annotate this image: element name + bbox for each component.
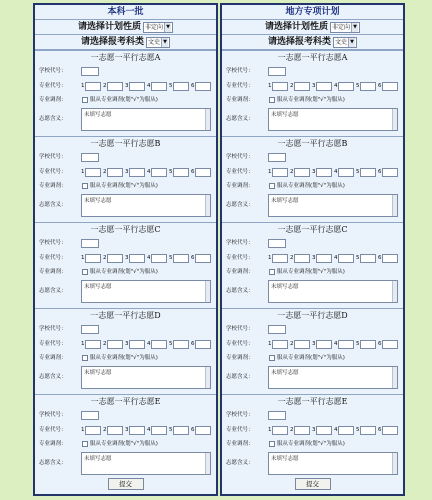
- major-number: 4: [334, 83, 338, 89]
- major-code-label: 专业代号：: [226, 83, 254, 89]
- meaning-label: 志愿含义：: [39, 460, 67, 466]
- major-number: 5: [356, 169, 360, 175]
- major-code-label: 专业代号：: [39, 341, 67, 347]
- major-number: 3: [125, 83, 129, 89]
- scrollbar[interactable]: [392, 281, 397, 302]
- subject-row: [35, 35, 216, 50]
- major-number: 4: [334, 255, 338, 261]
- major-code-input[interactable]: [272, 82, 288, 91]
- major-number: 5: [356, 427, 360, 433]
- major-code-input[interactable]: [195, 168, 211, 177]
- school-code-label: 学校代号：: [39, 326, 67, 332]
- meaning-label: 志愿含义：: [226, 288, 254, 294]
- scrollbar[interactable]: [392, 195, 397, 216]
- adjust-label: 专业调剂：: [226, 183, 254, 189]
- school-code-label: 学校代号：: [226, 240, 254, 246]
- major-code-label: 专业代号：: [226, 341, 254, 347]
- adjust-checkbox[interactable]: [269, 269, 275, 275]
- chevron-down-icon: ▼: [161, 38, 168, 47]
- major-code-input[interactable]: [173, 340, 189, 349]
- major-code-input[interactable]: [195, 426, 211, 435]
- choice-block: [222, 136, 403, 222]
- meaning-textarea[interactable]: 未填写志愿: [268, 108, 398, 131]
- major-number: 3: [125, 341, 129, 347]
- meaning-textarea[interactable]: 未填写志愿: [81, 280, 211, 303]
- chevron-down-icon: ▼: [351, 23, 358, 32]
- adjust-label: 专业调剂：: [226, 355, 254, 361]
- panel-title: 地方专项计划: [222, 5, 403, 20]
- major-code-input[interactable]: [382, 340, 398, 349]
- major-code-input[interactable]: [107, 340, 123, 349]
- major-number: 3: [125, 427, 129, 433]
- major-number: 3: [312, 169, 316, 175]
- major-code-input[interactable]: [360, 82, 376, 91]
- major-number: 4: [147, 83, 151, 89]
- major-number: 1: [268, 427, 272, 433]
- meaning-label: 志愿含义：: [226, 202, 254, 208]
- subject-label: 请选择报考科类: [267, 36, 331, 47]
- choice-block-title: 一志愿一平行志愿C: [277, 225, 348, 234]
- adjust-checkbox[interactable]: [269, 183, 275, 189]
- choice-block: [35, 136, 216, 222]
- choice-block: [35, 222, 216, 308]
- chevron-down-icon: ▼: [164, 23, 171, 32]
- major-code-label: 专业代号：: [39, 255, 67, 261]
- major-code-input[interactable]: [151, 168, 167, 177]
- school-code-label: 学校代号：: [226, 68, 254, 74]
- major-code-input[interactable]: [129, 340, 145, 349]
- scrollbar[interactable]: [205, 281, 210, 302]
- major-code-input[interactable]: [294, 426, 310, 435]
- meaning-textarea[interactable]: 未填写志愿: [268, 366, 398, 389]
- choice-block-title: 一志愿一平行志愿D: [277, 311, 348, 320]
- major-code-input[interactable]: [382, 426, 398, 435]
- scrollbar[interactable]: [392, 367, 397, 388]
- school-code-input[interactable]: [81, 325, 99, 334]
- major-code-label: 专业代号：: [39, 169, 67, 175]
- choice-blocks: [35, 50, 216, 480]
- major-number: 2: [290, 83, 294, 89]
- major-code-input[interactable]: [85, 426, 101, 435]
- major-code-label: 专业代号：: [226, 169, 254, 175]
- major-code-input[interactable]: [107, 254, 123, 263]
- adjust-hint: 服从专业调剂(划"√"为服从): [90, 97, 158, 103]
- adjust-checkbox[interactable]: [82, 269, 88, 275]
- school-code-input[interactable]: [81, 153, 99, 162]
- meaning-textarea[interactable]: 未填写志愿: [268, 280, 398, 303]
- school-code-input[interactable]: [81, 67, 99, 76]
- school-code-label: 学校代号：: [39, 240, 67, 246]
- major-code-input[interactable]: [151, 254, 167, 263]
- major-number: 5: [356, 83, 360, 89]
- meaning-textarea[interactable]: 未填写志愿: [268, 194, 398, 217]
- major-code-input[interactable]: [272, 168, 288, 177]
- major-number: 3: [125, 255, 129, 261]
- major-code-input[interactable]: [151, 82, 167, 91]
- school-code-input[interactable]: [81, 411, 99, 420]
- major-code-input[interactable]: [85, 168, 101, 177]
- meaning-textarea[interactable]: 未填写志愿: [81, 108, 211, 131]
- major-code-input[interactable]: [316, 340, 332, 349]
- adjust-hint: 服从专业调剂(划"√"为服从): [90, 269, 158, 275]
- school-code-label: 学校代号：: [226, 326, 254, 332]
- meaning-label: 志愿含义：: [39, 202, 67, 208]
- major-number: 5: [169, 255, 173, 261]
- subject-select[interactable]: 文史 ▼: [146, 37, 170, 48]
- choice-block-title: 一志愿一平行志愿A: [277, 53, 348, 62]
- major-code-input[interactable]: [195, 340, 211, 349]
- major-code-input[interactable]: [294, 82, 310, 91]
- major-number: 2: [290, 341, 294, 347]
- scrollbar[interactable]: [392, 109, 397, 130]
- major-code-input[interactable]: [382, 168, 398, 177]
- meaning-label: 志愿含义：: [226, 460, 254, 466]
- major-code-input[interactable]: [272, 426, 288, 435]
- major-number: 1: [81, 255, 85, 261]
- choice-block: [222, 308, 403, 394]
- adjust-hint: 服从专业调剂(划"√"为服从): [277, 97, 345, 103]
- choice-block-title: 一志愿一平行志愿E: [90, 397, 161, 406]
- major-code-input[interactable]: [173, 426, 189, 435]
- school-code-input[interactable]: [268, 239, 286, 248]
- meaning-label: 志愿含义：: [226, 374, 254, 380]
- major-number: 2: [103, 83, 107, 89]
- major-code-input[interactable]: [272, 254, 288, 263]
- plan-type-row: [222, 20, 403, 35]
- major-number: 3: [312, 427, 316, 433]
- major-number: 1: [81, 83, 85, 89]
- choice-block: [222, 50, 403, 136]
- adjust-hint: 服从专业调剂(划"√"为服从): [90, 183, 158, 189]
- major-number: 2: [290, 427, 294, 433]
- major-number: 4: [147, 341, 151, 347]
- major-code-input[interactable]: [195, 82, 211, 91]
- plan-type-row: [35, 20, 216, 35]
- major-number: 4: [334, 341, 338, 347]
- adjust-label: 专业调剂：: [226, 441, 254, 447]
- major-code-input[interactable]: [338, 340, 354, 349]
- school-code-label: 学校代号：: [39, 412, 67, 418]
- chevron-down-icon: ▼: [348, 38, 355, 47]
- adjust-checkbox[interactable]: [82, 441, 88, 447]
- major-number: 6: [378, 169, 382, 175]
- major-code-input[interactable]: [360, 168, 376, 177]
- choice-block: [35, 50, 216, 136]
- plan-type-label: 请选择计划性质: [77, 21, 141, 32]
- major-number: 1: [268, 341, 272, 347]
- major-code-input[interactable]: [173, 82, 189, 91]
- major-number: 6: [378, 427, 382, 433]
- adjust-hint: 服从专业调剂(划"√"为服从): [90, 441, 158, 447]
- panel-local-special-plan: [220, 3, 405, 496]
- major-number: 6: [191, 83, 195, 89]
- major-number: 4: [147, 255, 151, 261]
- choice-block: [222, 394, 403, 480]
- major-code-input[interactable]: [294, 254, 310, 263]
- meaning-textarea[interactable]: 未填写志愿: [81, 452, 211, 475]
- school-code-input[interactable]: [268, 67, 286, 76]
- major-number: 2: [290, 169, 294, 175]
- subject-label: 请选择报考科类: [80, 36, 144, 47]
- major-number: 3: [312, 255, 316, 261]
- school-code-label: 学校代号：: [226, 154, 254, 160]
- major-number: 3: [312, 83, 316, 89]
- choice-blocks: [222, 50, 403, 480]
- choice-block-title: 一志愿一平行志愿A: [90, 53, 161, 62]
- major-code-input[interactable]: [338, 168, 354, 177]
- plan-type-select[interactable]: 非定向 ▼: [330, 22, 360, 33]
- major-code-input[interactable]: [151, 340, 167, 349]
- major-code-input[interactable]: [173, 168, 189, 177]
- major-number: 1: [81, 169, 85, 175]
- major-number: 5: [356, 255, 360, 261]
- major-code-input[interactable]: [294, 168, 310, 177]
- submit-button[interactable]: 提交: [108, 478, 144, 490]
- school-code-label: 学校代号：: [39, 154, 67, 160]
- choice-block: [35, 308, 216, 394]
- meaning-textarea[interactable]: 未填写志愿: [81, 194, 211, 217]
- major-number: 1: [81, 341, 85, 347]
- major-number: 6: [191, 427, 195, 433]
- major-code-input[interactable]: [129, 168, 145, 177]
- major-number: 5: [169, 83, 173, 89]
- subject-select[interactable]: 文史 ▼: [333, 37, 357, 48]
- major-number: 2: [103, 169, 107, 175]
- school-code-label: 学校代号：: [226, 412, 254, 418]
- major-code-input[interactable]: [129, 426, 145, 435]
- major-number: 4: [334, 427, 338, 433]
- adjust-hint: 服从专业调剂(划"√"为服从): [90, 355, 158, 361]
- major-code-input[interactable]: [338, 426, 354, 435]
- major-number: 6: [378, 255, 382, 261]
- major-code-label: 专业代号：: [226, 255, 254, 261]
- major-number: 1: [81, 427, 85, 433]
- major-code-input[interactable]: [360, 254, 376, 263]
- choice-block-title: 一志愿一平行志愿C: [90, 225, 161, 234]
- major-code-input[interactable]: [316, 82, 332, 91]
- plan-type-label: 请选择计划性质: [264, 21, 328, 32]
- major-code-input[interactable]: [294, 340, 310, 349]
- meaning-textarea[interactable]: 未填写志愿: [268, 452, 398, 475]
- major-number: 3: [125, 169, 129, 175]
- school-code-input[interactable]: [268, 325, 286, 334]
- choice-block: [222, 222, 403, 308]
- submit-button[interactable]: 提交: [295, 478, 331, 490]
- adjust-checkbox[interactable]: [82, 355, 88, 361]
- major-code-input[interactable]: [360, 426, 376, 435]
- major-code-input[interactable]: [107, 426, 123, 435]
- major-number: 6: [191, 255, 195, 261]
- major-number: 5: [356, 341, 360, 347]
- major-code-input[interactable]: [382, 82, 398, 91]
- adjust-label: 专业调剂：: [39, 183, 67, 189]
- choice-block-title: 一志愿一平行志愿B: [90, 139, 161, 148]
- major-code-input[interactable]: [316, 426, 332, 435]
- major-code-input[interactable]: [107, 168, 123, 177]
- major-number: 2: [103, 427, 107, 433]
- major-number: 2: [103, 341, 107, 347]
- scrollbar[interactable]: [205, 367, 210, 388]
- major-code-input[interactable]: [173, 254, 189, 263]
- major-number: 6: [378, 341, 382, 347]
- major-code-label: 专业代号：: [39, 427, 67, 433]
- adjust-checkbox[interactable]: [269, 441, 275, 447]
- subject-row: [222, 35, 403, 50]
- school-code-input[interactable]: [81, 239, 99, 248]
- major-code-input[interactable]: [107, 82, 123, 91]
- school-code-input[interactable]: [268, 153, 286, 162]
- meaning-label: 志愿含义：: [39, 116, 67, 122]
- major-number: 6: [378, 83, 382, 89]
- choice-block-title: 一志愿一平行志愿B: [277, 139, 348, 148]
- meaning-label: 志愿含义：: [39, 288, 67, 294]
- major-number: 5: [169, 169, 173, 175]
- scrollbar[interactable]: [205, 195, 210, 216]
- adjust-label: 专业调剂：: [39, 355, 67, 361]
- major-number: 4: [147, 169, 151, 175]
- major-number: 1: [268, 255, 272, 261]
- major-code-input[interactable]: [360, 340, 376, 349]
- adjust-hint: 服从专业调剂(划"√"为服从): [277, 355, 345, 361]
- major-code-input[interactable]: [338, 254, 354, 263]
- adjust-checkbox[interactable]: [82, 183, 88, 189]
- major-number: 6: [191, 341, 195, 347]
- adjust-label: 专业调剂：: [39, 97, 67, 103]
- major-code-label: 专业代号：: [226, 427, 254, 433]
- adjust-label: 专业调剂：: [226, 269, 254, 275]
- major-code-input[interactable]: [85, 340, 101, 349]
- major-code-input[interactable]: [151, 426, 167, 435]
- major-code-input[interactable]: [338, 82, 354, 91]
- major-number: 2: [290, 255, 294, 261]
- major-number: 6: [191, 169, 195, 175]
- major-code-input[interactable]: [382, 254, 398, 263]
- major-code-input[interactable]: [129, 82, 145, 91]
- school-code-input[interactable]: [268, 411, 286, 420]
- major-number: 5: [169, 427, 173, 433]
- adjust-checkbox[interactable]: [82, 97, 88, 103]
- meaning-label: 志愿含义：: [39, 374, 67, 380]
- adjust-hint: 服从专业调剂(划"√"为服从): [277, 441, 345, 447]
- major-code-input[interactable]: [85, 254, 101, 263]
- major-code-input[interactable]: [316, 168, 332, 177]
- scrollbar[interactable]: [205, 109, 210, 130]
- panel-undergrad-batch1: [33, 3, 218, 496]
- choice-block: [35, 394, 216, 480]
- major-number: 4: [147, 427, 151, 433]
- adjust-label: 专业调剂：: [39, 269, 67, 275]
- major-number: 5: [169, 341, 173, 347]
- adjust-label: 专业调剂：: [39, 441, 67, 447]
- major-code-input[interactable]: [316, 254, 332, 263]
- meaning-textarea[interactable]: 未填写志愿: [81, 366, 211, 389]
- plan-type-select[interactable]: 非定向 ▼: [143, 22, 173, 33]
- major-number: 2: [103, 255, 107, 261]
- major-number: 1: [268, 83, 272, 89]
- adjust-checkbox[interactable]: [269, 355, 275, 361]
- major-code-label: 专业代号：: [39, 83, 67, 89]
- major-code-input[interactable]: [85, 82, 101, 91]
- adjust-hint: 服从专业调剂(划"√"为服从): [277, 183, 345, 189]
- major-number: 3: [312, 341, 316, 347]
- adjust-checkbox[interactable]: [269, 97, 275, 103]
- adjust-label: 专业调剂：: [226, 97, 254, 103]
- school-code-label: 学校代号：: [39, 68, 67, 74]
- major-code-input[interactable]: [195, 254, 211, 263]
- major-code-input[interactable]: [129, 254, 145, 263]
- choice-block-title: 一志愿一平行志愿D: [90, 311, 161, 320]
- major-number: 1: [268, 169, 272, 175]
- panel-title: 本科一批: [35, 5, 216, 20]
- major-code-input[interactable]: [272, 340, 288, 349]
- adjust-hint: 服从专业调剂(划"√"为服从): [277, 269, 345, 275]
- major-number: 4: [334, 169, 338, 175]
- meaning-label: 志愿含义：: [226, 116, 254, 122]
- choice-block-title: 一志愿一平行志愿E: [277, 397, 348, 406]
